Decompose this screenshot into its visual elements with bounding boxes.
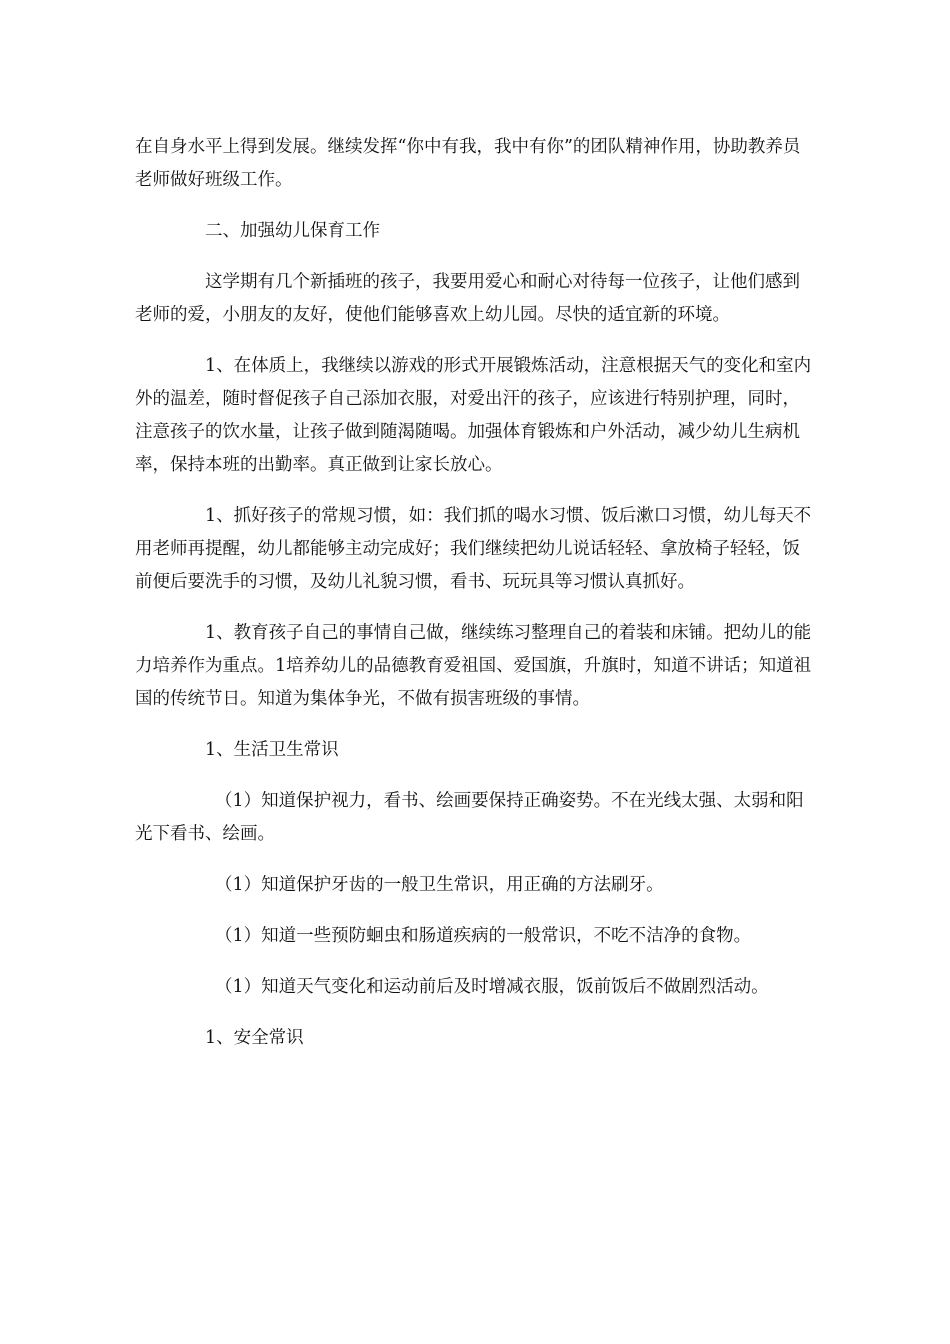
section-heading: 二、加强幼儿保育工作	[205, 221, 380, 241]
list-item-intestinal: （1）知道一些预防蛔虫和肠道疾病的一般常识，不吃不洁净的食物。	[215, 926, 752, 946]
subheading-hygiene: 1、生活卫生常识	[205, 740, 339, 760]
paragraph-continuation: 在自身水平上得到发展。继续发挥“你中有我，我中有你”的团队精神作用，协助教养员老师做好班级工作。	[135, 137, 801, 190]
document-body	[135, 131, 815, 1055]
paragraph-self-care: 1、教育孩子自己的事情自己做，继续练习整理自己的着装和床铺。把幼儿的能力培养作为重点。1培养幼儿的品德教育爱祖国、爱国旗，升旗时，知道不讲话；知道祖国的传统节日。知道为集体争光，不做有损害班级的事情。	[135, 623, 812, 709]
paragraph-physical: 1、在体质上，我继续以游戏的形式开展锻炼活动，注意根据天气的变化和室内外的温差，随时督促孩子自己添加衣服，对爱出汗的孩子，应该进行特别护理，同时，注意孩子的饮水量，让孩子做到随渴随喝。加强体育锻炼和户外活动，减少幼儿生病机率，保持本班的出勤率。真正做到让家长放心。	[135, 356, 812, 475]
subheading-safety: 1、安全常识	[205, 1028, 304, 1048]
paragraph-new-children: 这学期有几个新插班的孩子，我要用爱心和耐心对待每一位孩子，让他们感到老师的爱，小朋友的友好，使他们能够喜欢上幼儿园。尽快的适宜新的环境。	[135, 272, 800, 325]
list-item-teeth: （1）知道保护牙齿的一般卫生常识，用正确的方法刷牙。	[215, 875, 664, 895]
list-item-eyesight: （1）知道保护视力，看书、绘画要保持正确姿势。不在光线太强、太弱和阳光下看书、绘画。	[135, 791, 804, 844]
paragraph-habits: 1、抓好孩子的常规习惯，如：我们抓的喝水习惯、饭后漱口习惯，幼儿每天不用老师再提醒，幼儿都能够主动完成好；我们继续把幼儿说话轻轻、拿放椅子轻轻，饭前便后要洗手的习惯，及幼儿礼貌习惯，看书、玩玩具等习惯认真抓好。	[135, 506, 812, 592]
list-item-clothing: （1）知道天气变化和运动前后及时增减衣服，饭前饭后不做剧烈活动。	[215, 977, 769, 997]
